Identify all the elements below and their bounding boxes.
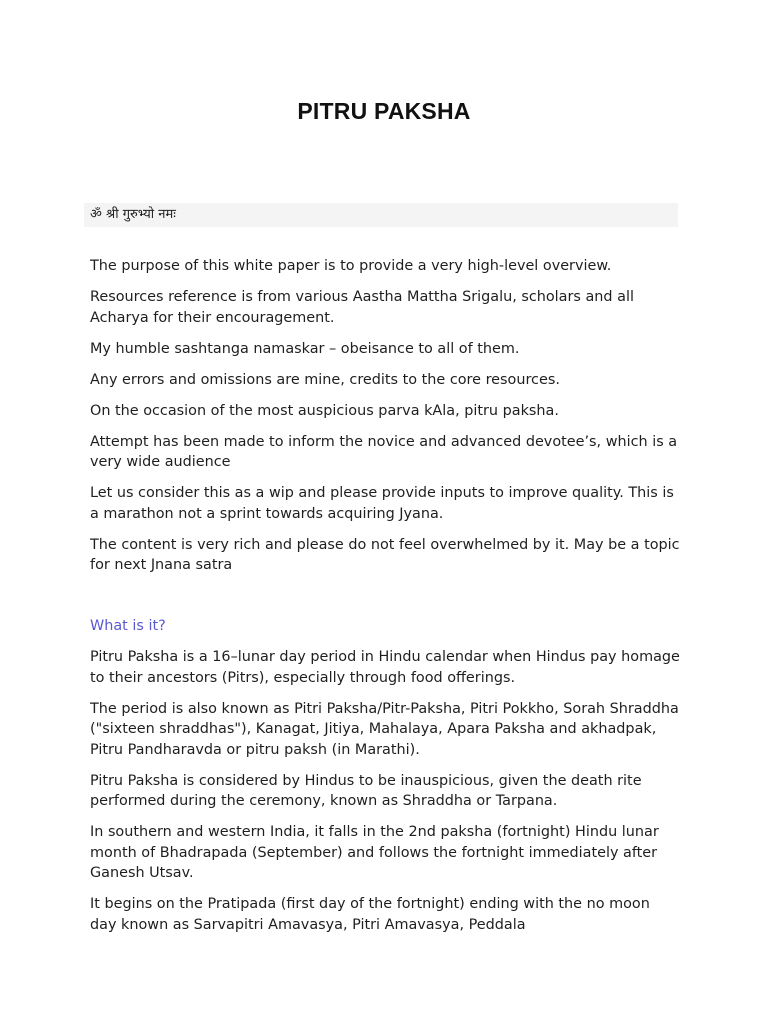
intro-paragraph: Resources reference is from various Aastha Mattha Srigalu, scholars and all Acharya for their encouragement. xyxy=(90,289,634,326)
intro-paragraph: Attempt has been made to inform the novice and advanced devotee’s, which is a very wide audience xyxy=(90,433,678,470)
intro-paragraph: Any errors and omissions are mine, credits to the core resources. xyxy=(90,371,560,388)
intro-paragraph: The purpose of this white paper is to provide a very high-level overview. xyxy=(90,258,612,274)
intro-paragraph: Let us consider this as a wip and please provide inputs to improve quality. This is a marathon not a sprint towards acquiring Jyana. xyxy=(90,485,674,522)
invocation-line: ॐ श्री गुरुभ्यो नमः xyxy=(84,203,678,227)
intro-paragraph: The content is very rich and please do not feel overwhelmed by it. May be a topic for next Jnana satra xyxy=(90,536,680,573)
document-body xyxy=(90,256,680,946)
intro-paragraph: My humble sashtanga namaskar – obeisance to all of them. xyxy=(90,340,520,357)
section-paragraph: It begins on the Pratipada (first day of the fortnight) ending with the no moon day known as Sarvapitri Amavasya, Pitri Amavasya, Peddala xyxy=(90,896,650,933)
section-paragraph: Pitru Paksha is considered by Hindus to be inauspicious, given the death rite performed during the ceremony, known as Shraddha or Tarpana. xyxy=(90,772,642,809)
section-paragraph: Pitru Paksha is a 16–lunar day period in Hindu calendar when Hindus pay homage to their ancestors (Pitrs), especially through food offerings. xyxy=(90,649,680,686)
intro-paragraph: On the occasion of the most auspicious parva kAla, pitru paksha. xyxy=(90,402,559,419)
section-paragraph: The period is also known as Pitri Paksha/Pitr-Paksha, Pitri Pokkho, Sorah Shraddha ("sixteen shraddhas"), Kanagat, Jitiya, Mahalaya, Apara Paksha and akhadpak, Pitru Pandharavda or pitru paksh (in Marathi). xyxy=(90,700,679,758)
section-paragraph: In southern and western India, it falls in the 2nd paksha (fortnight) Hindu lunar month of Bhadrapada (September) and follows the fortnight immediately after Ganesh Utsav. xyxy=(90,824,659,881)
section-heading: What is it? xyxy=(90,617,166,634)
document-title: PITRU PAKSHA xyxy=(297,98,471,124)
